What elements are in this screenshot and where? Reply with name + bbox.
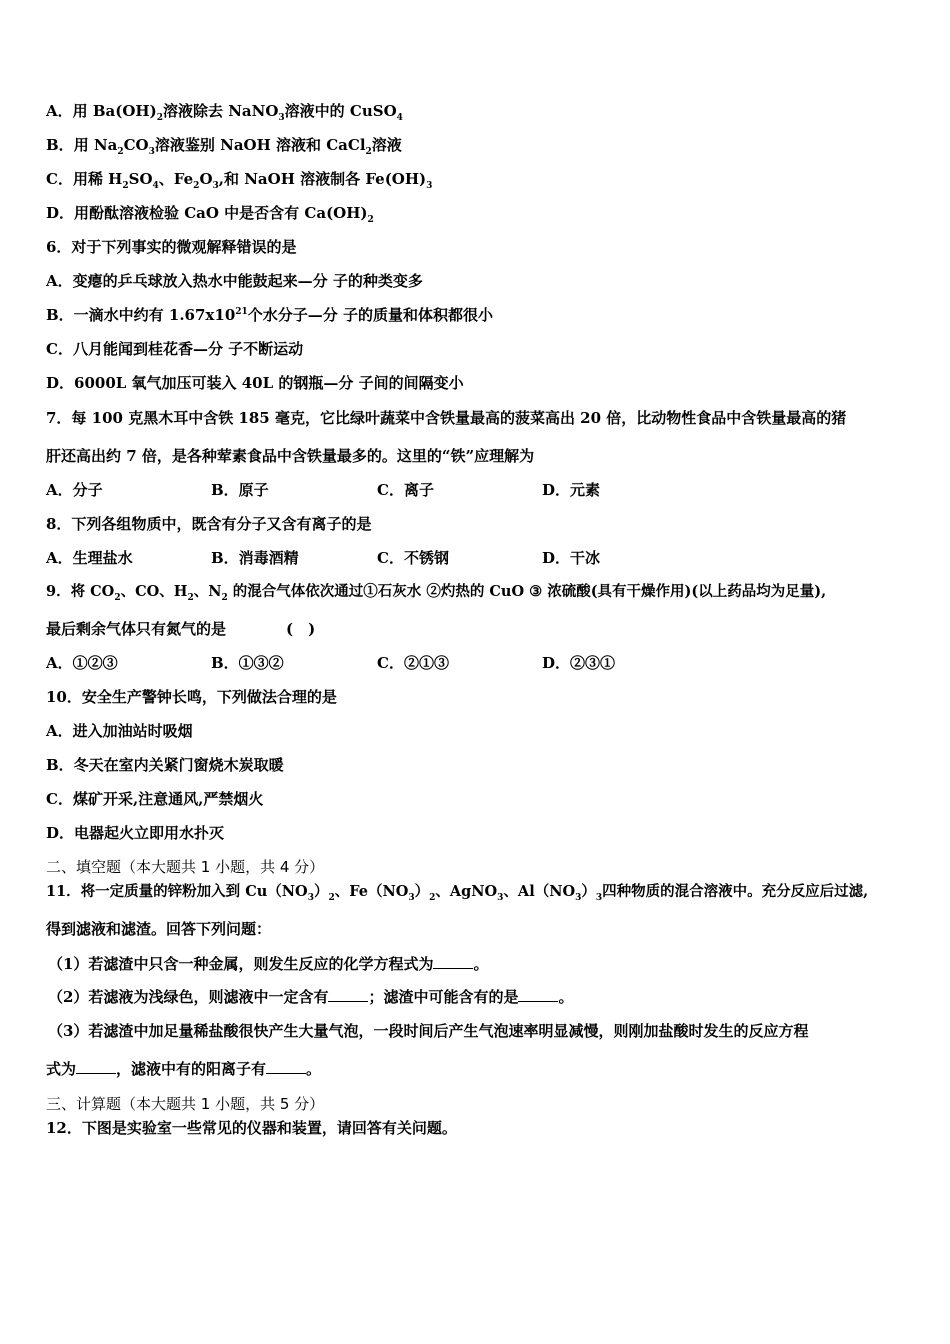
section-2-heading: 二、填空题（本大题共 1 小题，共 4 分） bbox=[46, 858, 325, 876]
q11-stem-line1: 11．将一定质量的锌粉加入到 $Cu(NO_3)_2$、$Fe(NO_3)_2$、AgNO$_3$、$Al(NO_3)_3$四种物质的混合溶液中。充分反应后过滤, bbox=[46, 883, 869, 903]
q9-stem-line1: 9．将 $CO_2$、CO、$H_2$、$N_2$ 的混合气体依次通过①石灰水 ②灼热的 CuO ③ 浓硫酸(具有干燥作用)(以上药品均为足量), bbox=[46, 583, 827, 603]
q5-option-c: C．用稀 $H_2SO_4$、$Fe_2O_3$,和 NaOH 溶液制各 $Fe(OH)_3$ bbox=[46, 170, 433, 191]
q5-option-a: A．用 $Ba(OH)_2$溶液除去 NaNO$_3$溶液中的 CuSO$_4$ bbox=[46, 102, 403, 123]
q6-option-a: A．变瘪的乒乓球放入热水中能鼓起来—分 子的种类变多 bbox=[46, 272, 423, 290]
q10-option-c: C．煤矿开采,注意通风,严禁烟火 bbox=[46, 790, 264, 808]
answer-blank[interactable] bbox=[433, 954, 473, 969]
q9-option-a: A．①②③ bbox=[46, 654, 118, 672]
q11-part-3-line2: 式为 ，滤液中有的阳离子有 。 bbox=[46, 1060, 322, 1078]
q7-option-c: C．离子 bbox=[377, 481, 434, 499]
q9-option-d: D．②③① bbox=[542, 654, 616, 672]
q10-option-d: D．电器起火立即用水扑灭 bbox=[46, 824, 225, 842]
answer-blank[interactable] bbox=[76, 1059, 116, 1074]
q8-option-c: C．不锈钢 bbox=[377, 549, 449, 567]
q10-option-b: B．冬天在室内关紧门窗烧木炭取暖 bbox=[46, 756, 284, 774]
q7-stem-line1: 7．每 100 克黑木耳中含铁 185 毫克，它比绿叶蔬菜中含铁量最高的菠菜高出 20 倍，比动物性食品中含铁量最高的猪 bbox=[46, 409, 847, 427]
section-3-heading: 三、计算题（本大题共 1 小题，共 5 分） bbox=[46, 1095, 325, 1113]
q5-option-d: D．用酚酞溶液检验 CaO 中是否含有 $Ca(OH)_2$ bbox=[46, 204, 374, 225]
q11-part-3-line1: （3）若滤渣中加足量稀盐酸很快产生大量气泡，一段时间后产生气泡速率明显减慢，则刚加盐酸时发生的反应方程 bbox=[48, 1022, 809, 1040]
q11-stem-line2: 得到滤液和滤渣。回答下列问题： bbox=[46, 920, 272, 938]
answer-blank[interactable] bbox=[266, 1059, 306, 1074]
q7-option-d: D．元素 bbox=[542, 481, 601, 499]
q11-part-2: （2）若滤液为浅绿色，则滤液中一定含有 ；滤渣中可能含有的是 。 bbox=[48, 988, 574, 1006]
answer-blank[interactable] bbox=[328, 987, 368, 1002]
q6-option-c: C．八月能闻到桂花香—分 子不断运动 bbox=[46, 340, 304, 358]
q8-option-d: D．干冰 bbox=[542, 549, 601, 567]
q6-option-d: D．6000L 氧气加压可装入 40L 的钢瓶—分 子间的间隔变小 bbox=[46, 374, 464, 392]
q5-option-b: B．用 $Na_2CO_3$溶液鉴别 NaOH 溶液和 CaCl$_2$溶液 bbox=[46, 136, 402, 157]
q11-part-1: （1）若滤渣中只含一种金属，则发生反应的化学方程式为 。 bbox=[48, 955, 489, 973]
q10-stem: 10．安全生产警钟长鸣，下列做法合理的是 bbox=[46, 688, 337, 706]
q10-option-a: A．进入加油站时吸烟 bbox=[46, 722, 193, 740]
answer-paren: ( ) bbox=[286, 620, 316, 638]
q8-option-a: A．生理盐水 bbox=[46, 549, 133, 567]
q7-stem-line2: 肝还高出约 7 倍，是各种荤素食品中含铁量最多的。这里的“铁”应理解为 bbox=[46, 447, 535, 465]
q9-option-b: B．①③② bbox=[211, 654, 284, 672]
q12-stem: 12．下图是实验室一些常见的仪器和装置，请回答有关问题。 bbox=[46, 1119, 457, 1137]
q8-option-b: B．消毒酒精 bbox=[211, 549, 299, 567]
q6-option-b: B．一滴水中约有 $1.67x10^{21}$个水分子—分 子的质量和体积都很小 bbox=[46, 306, 494, 324]
answer-blank[interactable] bbox=[518, 987, 558, 1002]
q9-stem-line2: 最后剩余气体只有氮气的是 ( ) bbox=[46, 620, 316, 638]
q8-stem: 8．下列各组物质中，既含有分子又含有离子的是 bbox=[46, 515, 372, 533]
q6-stem: 6．对于下列事实的微观解释错误的是 bbox=[46, 238, 297, 256]
q9-option-c: C．②①③ bbox=[377, 654, 449, 672]
q7-option-b: B．原子 bbox=[211, 481, 269, 499]
q7-option-a: A．分子 bbox=[46, 481, 103, 499]
